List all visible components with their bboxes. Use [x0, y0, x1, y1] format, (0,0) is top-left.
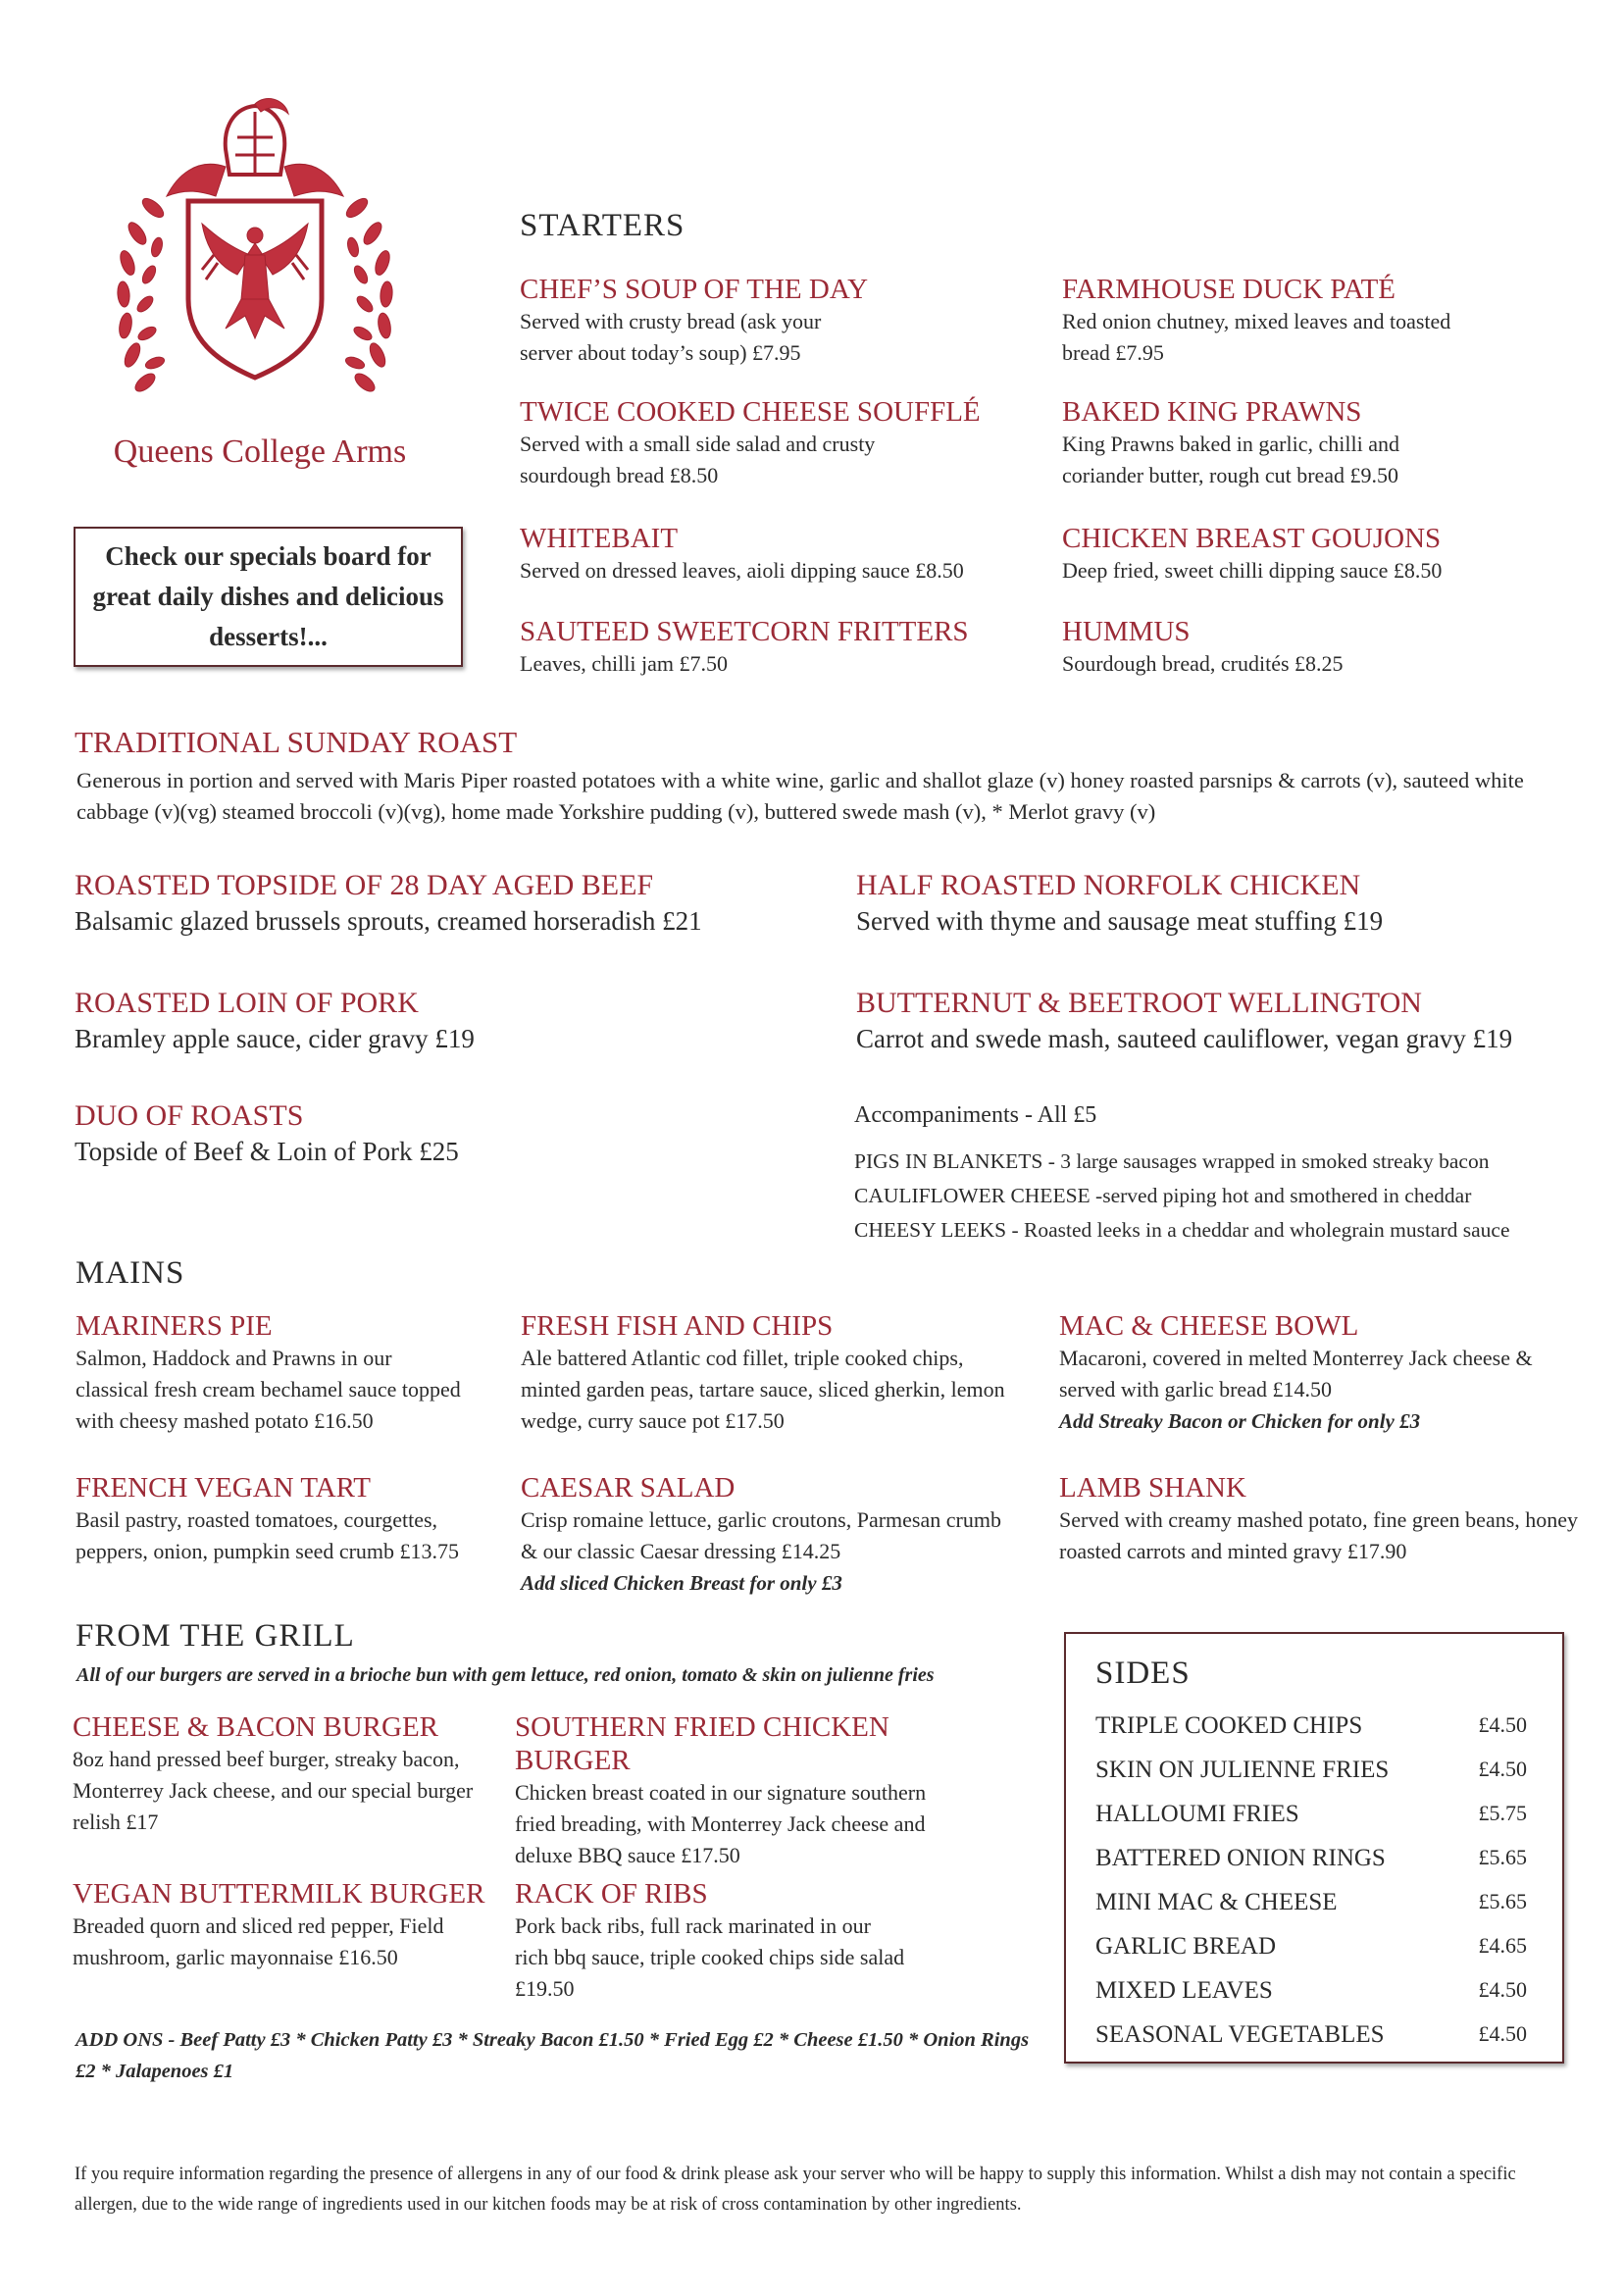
item-title: FARMHOUSE DUCK PATÉ	[1062, 274, 1396, 305]
starter-item	[1062, 395, 1503, 491]
side-name: HALLOUMI FRIES	[1095, 1801, 1299, 1827]
item-title: VEGAN BUTTERMILK BURGER	[73, 1878, 485, 1910]
roast-item	[856, 869, 1562, 940]
grill-item	[515, 1710, 1005, 1871]
item-title: TWICE COOKED CHEESE SOUFFLÉ	[520, 396, 981, 428]
main-item	[76, 1309, 487, 1437]
sunday-roast-heading: TRADITIONAL SUNDAY ROAST	[75, 725, 518, 759]
grill-item	[515, 1877, 966, 2005]
grill-addons: ADD ONS - Beef Patty £3 * Chicken Patty £3 * Streaky Bacon £1.50 * Fried Egg £2 * Cheese £1.50 * Onion Rings £2 * Jalapenoes £1	[76, 2029, 1030, 2082]
item-desc: 8oz hand pressed beef burger, streaky bacon, Monterrey Jack cheese, and our special burger relish £17	[73, 1747, 474, 1834]
side-row	[1095, 1977, 1527, 2005]
side-row	[1095, 1845, 1527, 1872]
item-title: WHITEBAIT	[520, 523, 679, 554]
item-desc: Macaroni, covered in melted Monterrey Jack cheese & served with garlic bread £14.50	[1059, 1346, 1533, 1402]
accompaniments-heading: Accompaniments - All £5	[854, 1102, 1097, 1128]
item-desc: Sourdough bread, crudités £8.25	[1062, 651, 1344, 676]
item-desc: Pork back ribs, full rack marinated in our rich bbq sauce, triple cooked chips side salad £19.50	[515, 1913, 905, 2001]
side-price: £5.65	[1478, 1845, 1527, 1869]
item-title: FRENCH VEGAN TART	[76, 1472, 372, 1504]
item-desc: Carrot and swede mash, sauteed cauliflower, vegan gravy £19	[856, 1024, 1513, 1053]
starter-item	[1062, 615, 1533, 680]
item-desc: Bramley apple sauce, cider gravy £19	[75, 1024, 475, 1053]
accompaniment-line: CHEESY LEEKS - Roasted leeks in a cheddar and wholegrain mustard sauce	[854, 1218, 1510, 1242]
side-row	[1095, 1757, 1527, 1784]
item-desc: Deep fried, sweet chilli dipping sauce £8.50	[1062, 558, 1443, 583]
item-desc: Served on dressed leaves, aioli dipping sauce £8.50	[520, 558, 964, 583]
side-price: £4.50	[1478, 2021, 1527, 2046]
grill-subtitle: All of our burgers are served in a brioche bun with gem lettuce, red onion, tomato & skin on julienne fries	[76, 1664, 935, 1686]
brand-name: Queens College Arms	[113, 433, 407, 470]
item-desc: Served with thyme and sausage meat stuffing £19	[856, 906, 1384, 936]
grill-item	[73, 1877, 524, 1973]
sides-heading: SIDES	[1095, 1656, 1191, 1691]
side-price: £4.50	[1478, 1712, 1527, 1737]
item-title: BAKED KING PRAWNS	[1062, 396, 1362, 428]
helmet-icon	[167, 99, 343, 196]
starter-item	[520, 395, 1010, 491]
side-name: TRIPLE COOKED CHIPS	[1095, 1712, 1363, 1739]
item-title: CAESAR SALAD	[521, 1472, 736, 1504]
item-title: MARINERS PIE	[76, 1310, 273, 1342]
side-name: BATTERED ONION RINGS	[1095, 1845, 1386, 1871]
grill-item	[73, 1710, 504, 1838]
allergen-footer: If you require information regarding the presence of allergens in any of our food & drink please ask your server who will be happy to supply this information. Whilst a dish may not contain a specific allergen, due to the wide range of ingredients used in our kitchen foods may be at risk of cross contamination by other ingredients.	[75, 2165, 1516, 2215]
item-desc: Basil pastry, roasted tomatoes, courgettes, peppers, onion, pumpkin seed crumb £13.75	[76, 1507, 460, 1563]
item-desc: Topside of Beef & Loin of Pork £25	[75, 1137, 459, 1166]
side-price: £5.75	[1478, 1801, 1527, 1825]
side-price: £4.50	[1478, 1757, 1527, 1781]
item-desc: Salmon, Haddock and Prawns in our classical fresh cream bechamel sauce topped with cheesy mashed potato £16.50	[76, 1346, 461, 1433]
side-name: SKIN ON JULIENNE FRIES	[1095, 1757, 1390, 1783]
main-item	[521, 1471, 1031, 1599]
item-title: ROASTED TOPSIDE OF 28 DAY AGED BEEF	[75, 869, 654, 901]
item-desc: King Prawns baked in garlic, chilli and coriander butter, rough cut bread £9.50	[1062, 432, 1399, 487]
main-item	[1059, 1471, 1579, 1567]
starters-heading: STARTERS	[520, 208, 685, 243]
main-item	[76, 1471, 507, 1567]
sunday-roast-intro: Generous in portion and served with Maris Piper roasted potatoes with a white wine, garlic and shallot glaze (v) honey roasted parsnips & carrots (v), sauteed white cabbage (v)(vg) steamed broccoli (v)(vg), home made Yorkshire pudding (v), buttered swede mash (v), * Merlot gravy (v)	[76, 768, 1524, 824]
item-addon: Add sliced Chicken Breast for only £3	[521, 1571, 842, 1595]
roast-item	[75, 869, 820, 940]
side-price: £4.50	[1478, 1977, 1527, 2002]
item-title: HUMMUS	[1062, 616, 1191, 647]
item-title: BUTTERNUT & BEETROOT WELLINGTON	[856, 987, 1422, 1019]
item-desc: Ale battered Atlantic cod fillet, triple cooked chips, minted garden peas, tartare sauce, sliced gherkin, lemon wedge, curry sauce pot £17.50	[521, 1346, 1005, 1433]
laurel-right-icon	[343, 195, 393, 394]
roast-item	[75, 987, 820, 1057]
side-row	[1095, 1801, 1527, 1828]
item-title: ROASTED LOIN OF PORK	[75, 987, 419, 1019]
side-price: £5.65	[1478, 1889, 1527, 1913]
starter-item	[520, 522, 1030, 586]
side-row	[1095, 1889, 1527, 1916]
crest-logo	[108, 98, 402, 422]
item-desc: Leaves, chilli jam £7.50	[520, 651, 728, 676]
item-desc: Red onion chutney, mixed leaves and toasted bread £7.95	[1062, 309, 1451, 365]
item-title: LAMB SHANK	[1059, 1472, 1246, 1504]
roast-item	[856, 987, 1582, 1057]
item-title: DUO OF ROASTS	[75, 1099, 304, 1132]
item-title: SOUTHERN FRIED CHICKEN BURGER	[515, 1711, 889, 1776]
grill-heading: FROM THE GRILL	[76, 1618, 355, 1654]
item-title: FRESH FISH AND CHIPS	[521, 1310, 834, 1342]
item-desc: Served with crusty bread (ask your server about today’s soup) £7.95	[520, 309, 822, 365]
item-addon: Add Streaky Bacon or Chicken for only £3	[1059, 1409, 1421, 1433]
mains-heading: MAINS	[76, 1255, 185, 1291]
side-row	[1095, 2021, 1527, 2049]
item-title: MAC & CHEESE BOWL	[1059, 1310, 1359, 1342]
roast-item	[75, 1099, 820, 1170]
item-desc: Balsamic glazed brussels sprouts, creamed horseradish £21	[75, 906, 702, 936]
item-title: CHEF’S SOUP OF THE DAY	[520, 274, 869, 305]
item-desc: Crisp romaine lettuce, garlic croutons, Parmesan crumb & our classic Caesar dressing £14.25	[521, 1507, 1001, 1563]
main-item	[1059, 1309, 1579, 1437]
accompaniment-line: PIGS IN BLANKETS - 3 large sausages wrapped in smoked streaky bacon	[854, 1149, 1490, 1173]
laurel-left-icon	[117, 195, 167, 394]
main-item	[521, 1309, 1031, 1437]
side-name: GARLIC BREAD	[1095, 1933, 1277, 1960]
side-price: £4.65	[1478, 1933, 1527, 1958]
side-row	[1095, 1712, 1527, 1740]
specials-note: Check our specials board for great daily dishes and delicious desserts!...	[74, 527, 463, 667]
sides-box	[1064, 1632, 1564, 2064]
item-title: CHEESE & BACON BURGER	[73, 1711, 439, 1743]
accompaniment-line: CAULIFLOWER CHEESE -served piping hot and smothered in cheddar	[854, 1184, 1472, 1207]
item-desc: Chicken breast coated in our signature southern fried breading, with Monterrey Jack cheese and deluxe BBQ sauce £17.50	[515, 1780, 927, 1867]
side-row	[1095, 1933, 1527, 1961]
item-desc: Served with creamy mashed potato, fine green beans, honey roasted carrots and minted gravy £17.90	[1059, 1507, 1579, 1563]
starter-item	[520, 273, 1010, 369]
item-desc: Breaded quorn and sliced red pepper, Field mushroom, garlic mayonnaise £16.50	[73, 1913, 444, 1969]
item-title: CHICKEN BREAST GOUJONS	[1062, 523, 1442, 554]
starter-item	[520, 615, 1030, 680]
item-title: SAUTEED SWEETCORN FRITTERS	[520, 616, 969, 647]
accompaniments-list	[854, 1145, 1580, 1248]
item-title: RACK OF RIBS	[515, 1878, 708, 1910]
item-title: HALF ROASTED NORFOLK CHICKEN	[856, 869, 1361, 901]
starter-item	[1062, 522, 1533, 586]
starter-item	[1062, 273, 1503, 369]
item-desc: Served with a small side salad and crusty sourdough bread £8.50	[520, 432, 876, 487]
side-name: SEASONAL VEGETABLES	[1095, 2021, 1385, 2048]
side-name: MIXED LEAVES	[1095, 1977, 1273, 2004]
side-name: MINI MAC & CHEESE	[1095, 1889, 1338, 1915]
